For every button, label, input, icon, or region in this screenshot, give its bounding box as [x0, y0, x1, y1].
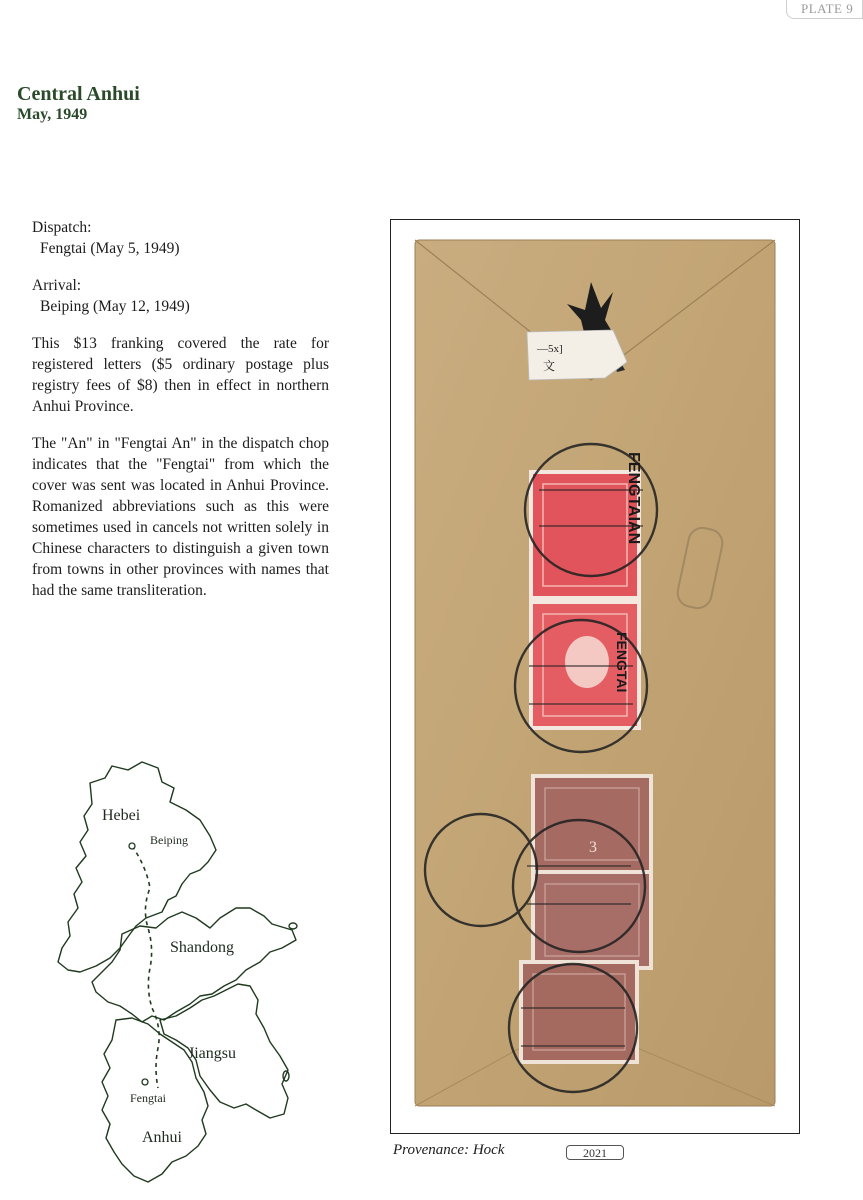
registry-label	[527, 330, 627, 380]
page-subtitle-date: May, 1949	[17, 106, 88, 123]
map-label-anhui: Anhui	[142, 1129, 182, 1146]
provenance-note: Provenance: Hock	[393, 1142, 505, 1158]
cancel-paragraph: The "An" in "Fengtai An" in the dispatch chop indicates that the "Fengtai" from which the cover was sent was located in Anhui Province. Romanized abbreviations such as this were sometimes used in cancels not written solely in Chinese characters to distinguish a given town from towns in other provinces with names that had the same transliteration.	[32, 435, 329, 599]
arrival-label: Arrival:	[32, 277, 82, 294]
cancel-text-fengtaian: FENGTAIAN	[625, 452, 642, 545]
registry-label-text: —5x]	[537, 343, 563, 355]
dispatch-label: Dispatch:	[32, 219, 92, 236]
map-label-beiping: Beiping	[150, 833, 188, 847]
arrival-value: Beiping (May 12, 1949)	[40, 298, 190, 315]
cover-image-frame	[390, 219, 800, 1134]
brown-stamp-3	[521, 962, 637, 1062]
route-map	[50, 758, 300, 1188]
cancel-text-fengtai: FENGTAI	[614, 632, 630, 693]
rate-paragraph: This $13 franking covered the rate for registered letters ($5 ordinary postage plus registry fees of $8) then in effect in northern Anhui Province.	[32, 335, 329, 415]
description-column	[32, 217, 329, 601]
route-line	[132, 846, 159, 1088]
plate-number-tab: PLATE 9	[786, 0, 863, 19]
brown-stamp-2	[533, 872, 651, 968]
registry-label-char: 文	[543, 359, 556, 373]
fengtai-marker	[142, 1079, 148, 1085]
map-label-shandong: Shandong	[170, 939, 234, 956]
map-label-jiangsu: Jiangsu	[188, 1045, 236, 1062]
map-label-fengtai: Fengtai	[130, 1091, 166, 1105]
map-label-hebei: Hebei	[102, 807, 141, 824]
brown-stamp-1	[533, 776, 651, 872]
brown-stamp-block	[521, 776, 651, 1062]
red-stamp-1	[531, 472, 639, 598]
stamp-value-text: 3	[589, 839, 597, 856]
beiping-marker	[129, 843, 135, 849]
page-number: 2021	[566, 1145, 624, 1160]
dispatch-value: Fengtai (May 5, 1949)	[40, 240, 180, 257]
title-block	[17, 83, 140, 125]
page-title: Central Anhui	[17, 83, 140, 105]
